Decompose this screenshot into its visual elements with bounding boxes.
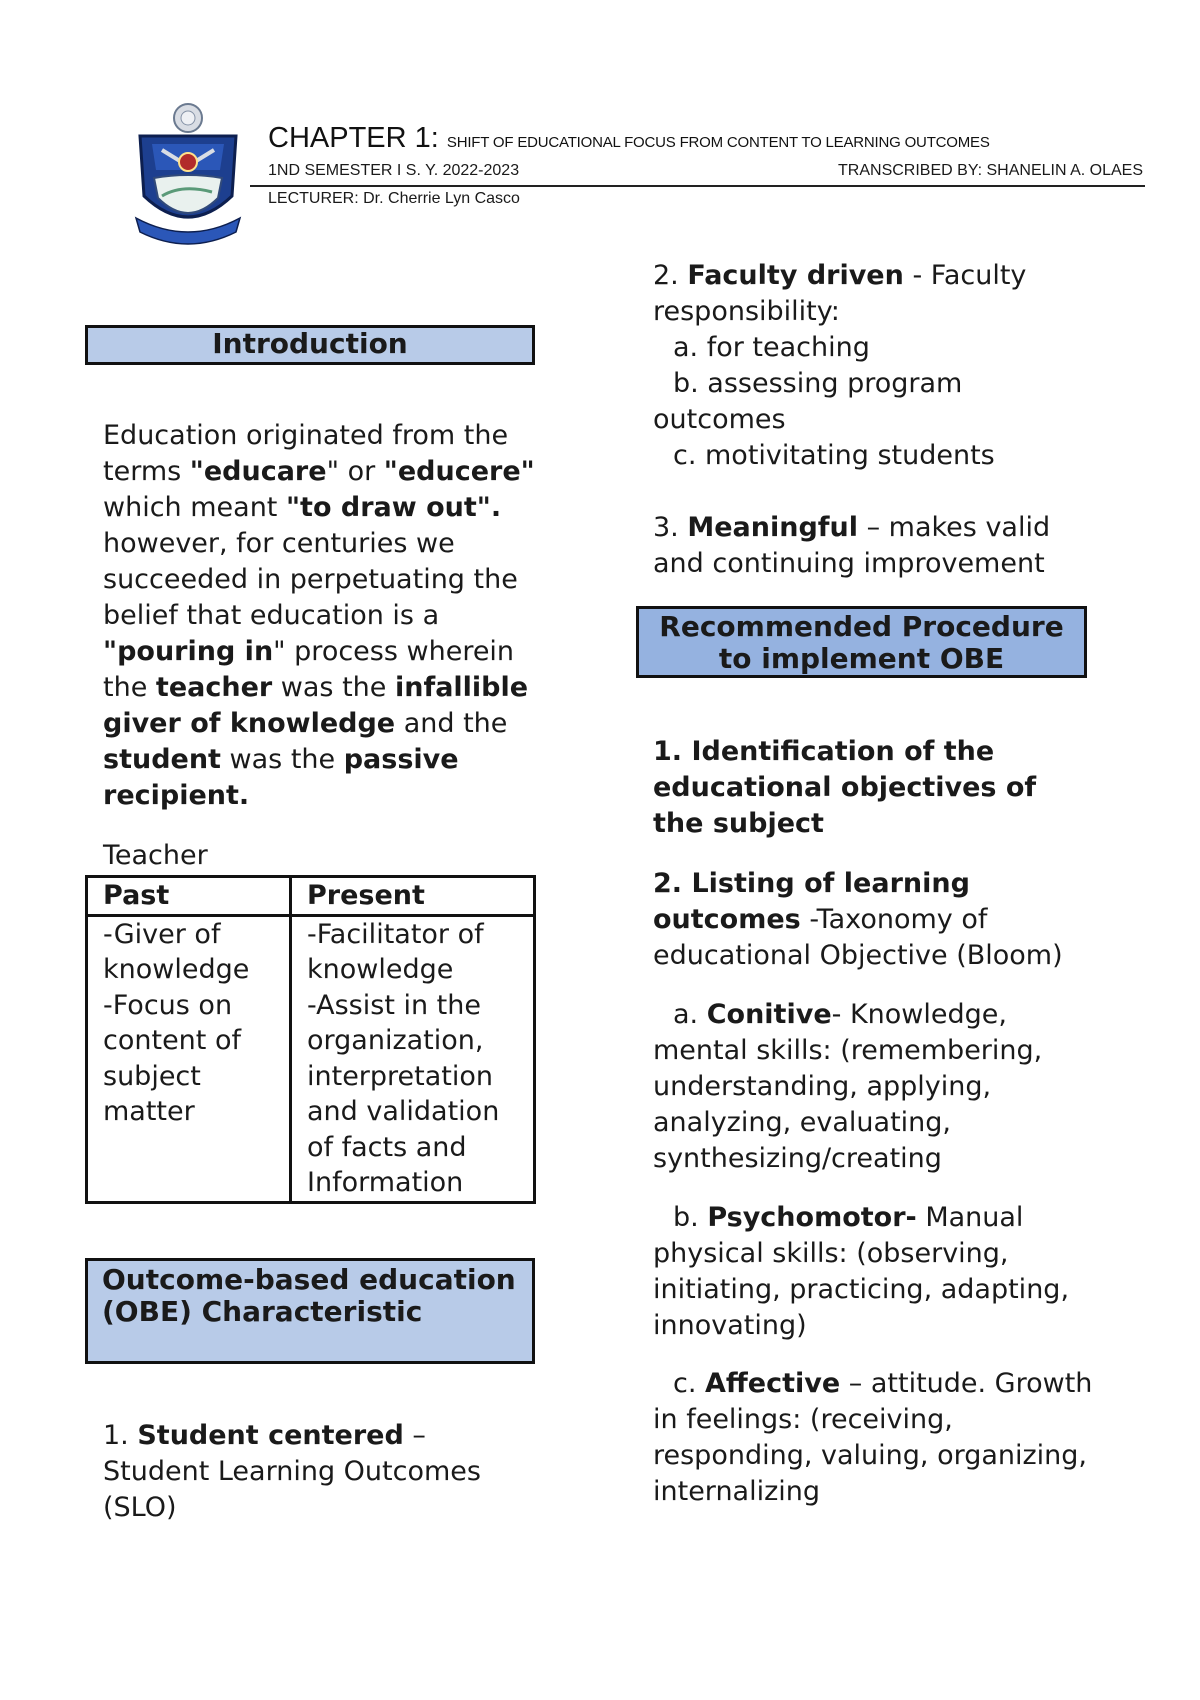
faculty-sub-item: b. assessing program outcomes <box>653 368 963 435</box>
document-title <box>268 122 990 155</box>
procedure-step-2: 2. Listing of learning outcomes -Taxonomy of educational Objective (Bloom) <box>653 868 1063 971</box>
column-header-past: Past <box>87 877 291 916</box>
bloom-psychomotor-item: b. Psychomotor- Manual physical skills: (observing, initiating, practicing, adapting, innovating) <box>653 1202 1070 1341</box>
school-crest-logo <box>132 100 244 248</box>
obe-item-student-centered: 1. Student centered – Student Learning Outcomes (SLO) <box>103 1420 481 1523</box>
procedure-step-1: 1. Identification of the educational objectives of the subject <box>653 736 1037 839</box>
bloom-affective-item: c. Affective – attitude. Growth in feelings: (receiving, responding, valuing, organizing, internalizing <box>653 1368 1093 1507</box>
obe-item-meaningful: 3. Meaningful – makes valid and continuing improvement <box>653 512 1051 579</box>
faculty-sub-item: c. motivitating students <box>673 440 995 471</box>
obe-item-faculty-driven: 2. Faculty driven - Faculty responsibility: a. for teaching b. assessing program outcomes c. motivitating students <box>653 258 1083 474</box>
introduction-paragraph: Education originated from the terms "educare" or "educere" which meant "to draw out". however, for centuries we succeeded in perpetuating the belief that education is a "pouring in" process wherein the teacher was the infallible giver of knowledge and the student was the passive recipient. <box>103 420 535 811</box>
chapter-label: CHAPTER 1: <box>268 122 439 154</box>
teacher-table-caption: Teacher <box>103 840 208 871</box>
teacher-comparison-table <box>85 875 536 1204</box>
column-header-present: Present <box>291 877 535 916</box>
transcribed-by-label: TRANSCRIBED BY: SHANELIN A. OLAES <box>838 162 1143 179</box>
past-cell: -Giver of knowledge -Focus on content of subject matter <box>87 915 291 1202</box>
table-row <box>87 915 535 1202</box>
bloom-cognitive-item: a. Conitive- Knowledge, mental skills: (remembering, understanding, applying, analyzing, evaluating, synthesizing/creating <box>653 999 1043 1174</box>
header-meta-line <box>268 162 1143 180</box>
lecturer-label: LECTURER: Dr. Cherrie Lyn Casco <box>268 190 520 207</box>
introduction-heading: Introduction <box>85 325 535 365</box>
semester-label: 1ND SEMESTER I S. Y. 2022-2023 <box>268 162 520 179</box>
recommended-procedure-heading: Recommended Procedure to implement OBE <box>636 606 1087 678</box>
chapter-subtitle: SHIFT OF EDUCATIONAL FOCUS FROM CONTENT TO LEARNING OUTCOMES <box>446 134 990 151</box>
faculty-sub-item: a. for teaching <box>673 332 870 363</box>
obe-characteristic-heading: Outcome-based education (OBE) Characteristic <box>85 1258 535 1364</box>
present-cell: -Facilitator of knowledge -Assist in the organization, interpretation and validation of facts and Information <box>291 915 535 1202</box>
table-header-row <box>87 877 535 916</box>
header-divider <box>250 185 1145 187</box>
